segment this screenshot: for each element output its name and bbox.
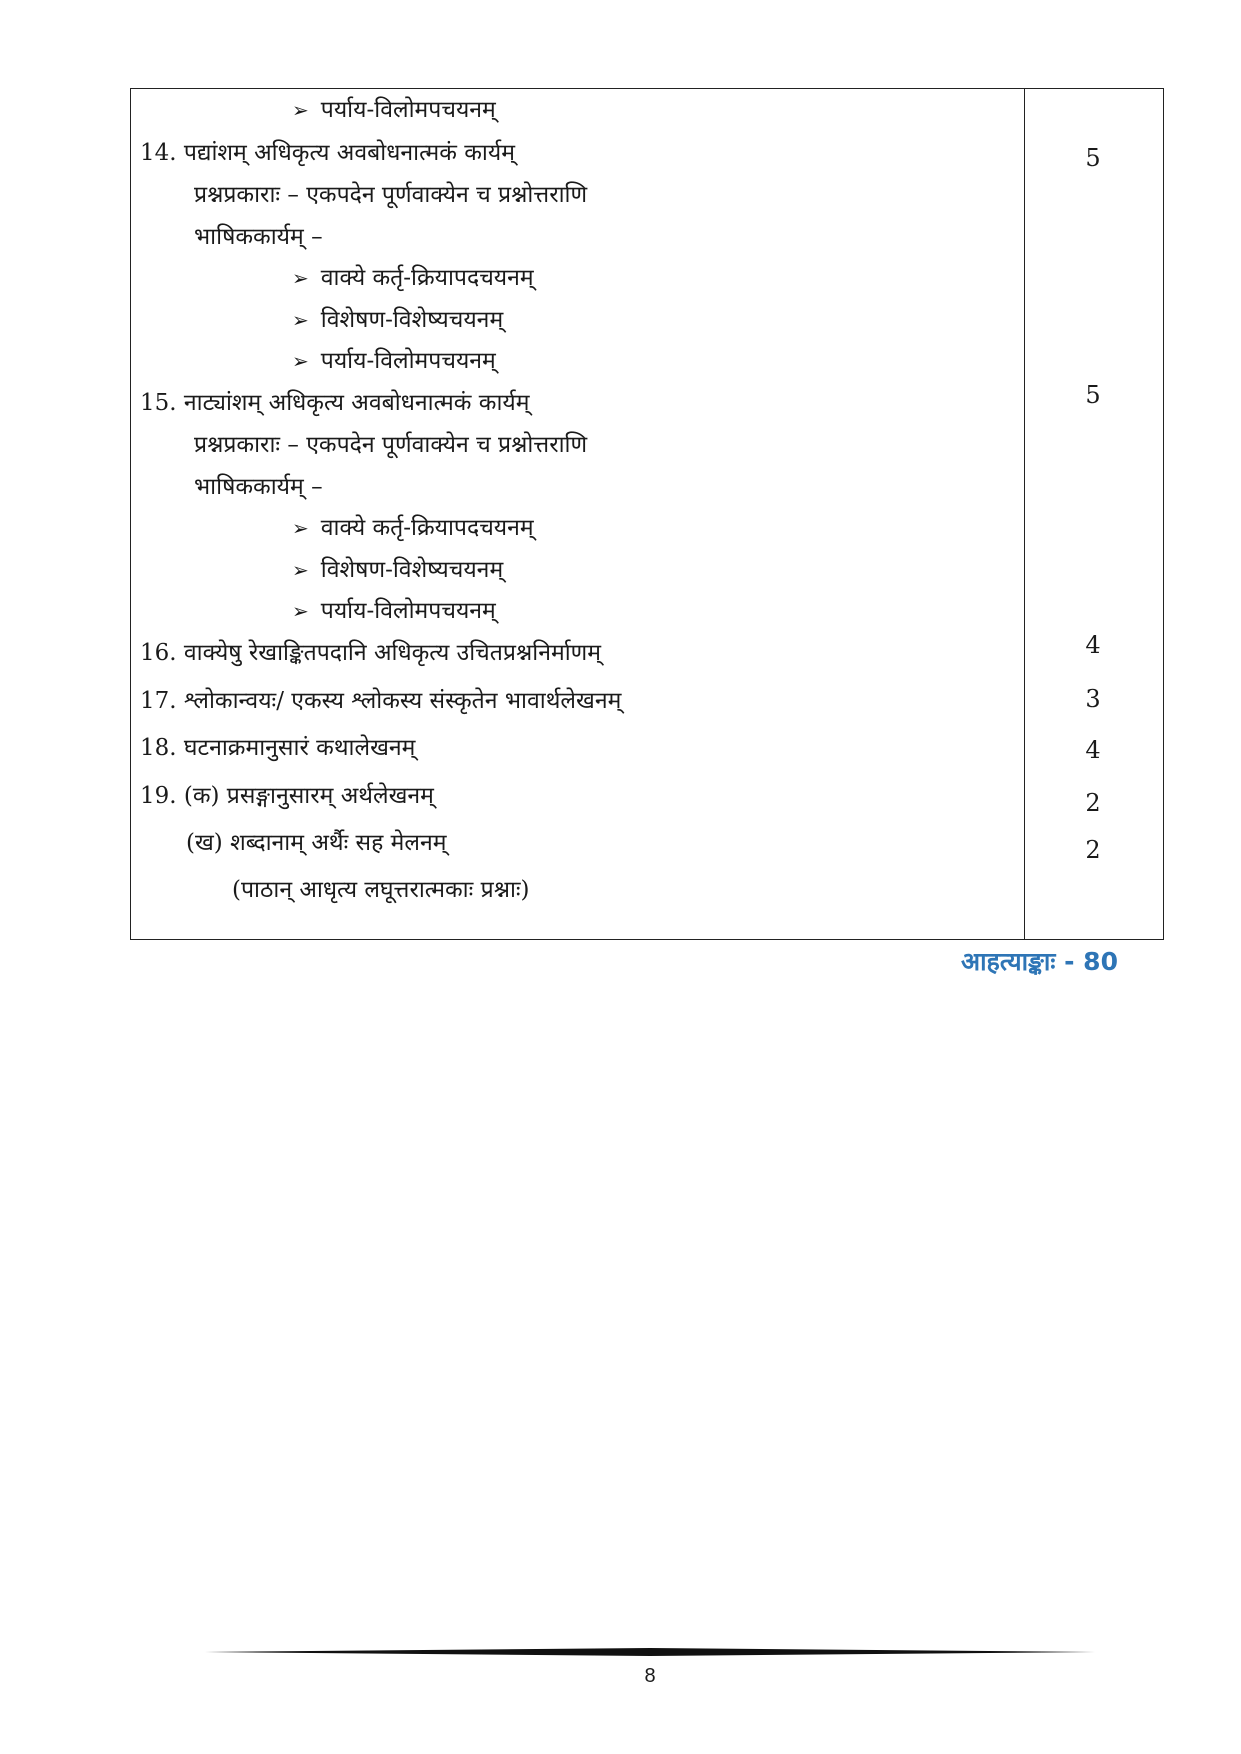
question-16: 16. वाक्येषु रेखाङ्कितपदानि अधिकृत्य उचितप्रश्ननिर्माणम् [140,640,602,666]
list-item: ➢ विशेषण-विशेष्यचयनम् [292,557,504,583]
question-18: 18. घटनाक्रमानुसारं कथालेखनम् [140,735,416,761]
marks-q14: 5 [1085,144,1101,172]
question-19a: 19. (क) प्रसङ्गानुसारम् अर्थलेखनम् [140,783,434,809]
question-type-line: प्रश्नप्रकाराः – एकपदेन पूर्णवाक्येन च प्रश्नोत्तराणि [194,432,588,458]
marks-q17: 3 [1085,685,1101,713]
marks-q19a: 2 [1085,789,1101,817]
table-column-divider [1024,88,1025,940]
question-type-line: प्रश्नप्रकाराः – एकपदेन पूर्णवाक्येन च प्रश्नोत्तराणि [194,182,588,208]
marks-q15: 5 [1085,381,1101,409]
list-item: ➢ पर्याय-विलोमपचयनम् [292,348,496,374]
list-item: ➢ वाक्ये कर्तृ-क्रियापदचयनम् [292,265,534,291]
marks-table [130,88,1164,940]
language-task-label: भाषिककार्यम् – [194,224,323,250]
marks-q19b: 2 [1085,836,1101,864]
list-item: ➢ पर्याय-विलोमपचयनम् [292,97,496,123]
total-marks: आहत्याङ्काः - 80 [961,947,1118,976]
question-19b: (ख) शब्दानाम् अर्थैः सह मेलनम् [186,830,447,856]
language-task-label: भाषिककार्यम् – [194,474,323,500]
arrow-bullet-icon: ➢ [292,349,309,373]
footer-divider [205,1648,1095,1656]
arrow-bullet-icon: ➢ [292,308,309,332]
arrow-bullet-icon: ➢ [292,98,309,122]
question-14-heading: 14. पद्यांशम् अधिकृत्य अवबोधनात्मकं कार्यम् [140,140,515,166]
arrow-bullet-icon: ➢ [292,558,309,582]
list-item: ➢ वाक्ये कर्तृ-क्रियापदचयनम् [292,515,534,541]
marks-q18: 4 [1085,736,1101,764]
list-item: ➢ विशेषण-विशेष्यचयनम् [292,307,504,333]
question-19-note: (पाठान् आधृत्य लघूत्तरात्मकाः प्रश्नाः) [232,877,530,903]
list-item: ➢ पर्याय-विलोमपचयनम् [292,598,496,624]
page-number: 8 [644,1665,656,1687]
arrow-bullet-icon: ➢ [292,599,309,623]
arrow-bullet-icon: ➢ [292,266,309,290]
arrow-bullet-icon: ➢ [292,516,309,540]
question-17: 17. श्लोकान्वयः/ एकस्य श्लोकस्य संस्कृतेन भावार्थलेखनम् [140,688,622,714]
marks-q16: 4 [1085,631,1101,659]
question-15-heading: 15. नाट्यांशम् अधिकृत्य अवबोधनात्मकं कार्यम् [140,390,530,416]
